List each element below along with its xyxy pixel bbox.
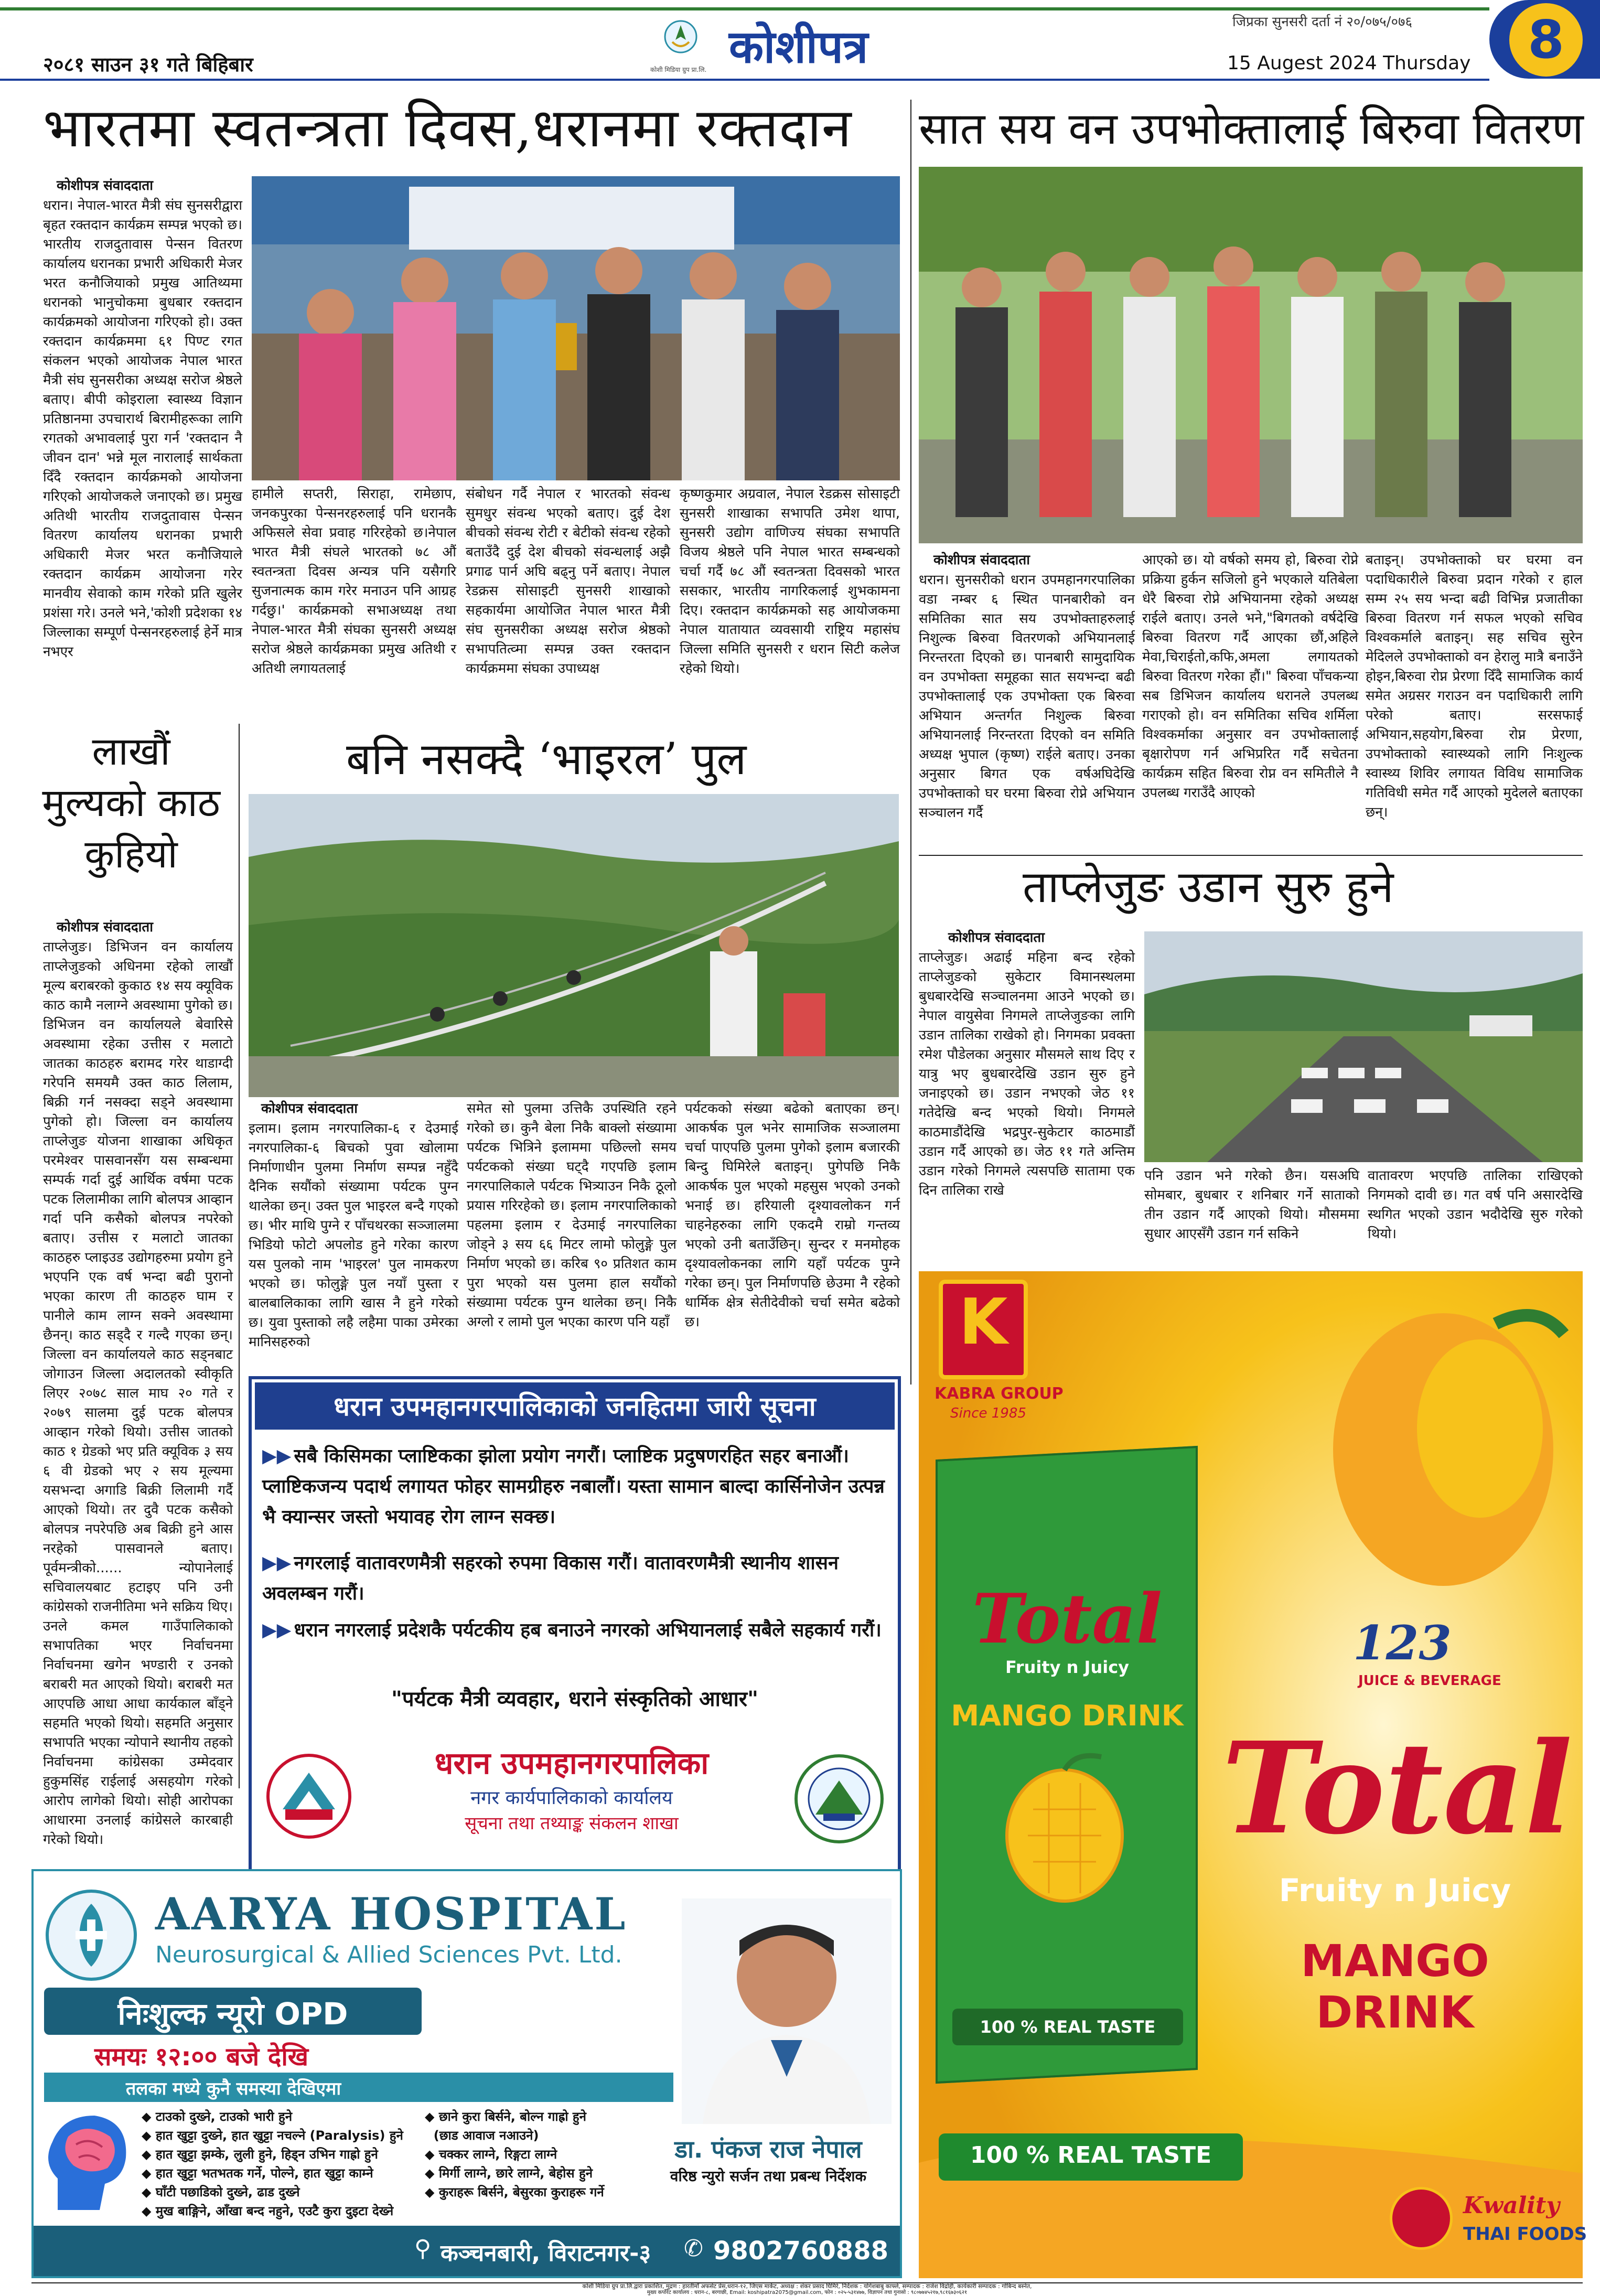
- section-rule: [919, 855, 1583, 856]
- story3-text: ताप्लेजुङ। डिभिजन वन कार्यालय ताप्लेजुङको अधिनमा रहेको लाखौं मूल्य बराबरको कुकाठ १४ सय क्यूविक काठ कामै नलाग्ने अवस्थामा पुगेको छ। डिभिजन वन कार्यालयले बेवारिसे अवस्थामा रहेका उत्तीस र मलाटो जातका काठहरु बरामद गरेर थाडाग्दी गरेपनि समयमै उक्त काठ लिलाम, बिक्री गर्न नसक्दा सड्ने अवस्थामा पुगेको हो। जिल्ला वन कार्यालय ताप्लेजुङ योजना शाखाका अधिकृत परमेश्वर पासवानसँग यस सम्बन्धमा सम्पर्क गर्दा दुई आर्थिक वर्षमा पटक पटक लिलामीका लागि बोलपत्र आव्हान गर्दा पनि कसैको बोलपत्र नपरेको बताए। उत्तीस र मलाटो जातका काठहरु प्लाइउड उद्योगहरुमा प्रयोग हुने भएपनि एक वर्ष भन्दा बढी पुरानो भएका कारण ती काठहरु घाम र पानीले काम लाग्न सक्ने अवस्थामा छैनन्। काठ सड्दै र गल्दै गएका छन्। जिल्ला वन कार्यालयले काठ सड्नबाट जोगाउन जिल्ला अदालतको स्वीकृति लिएर २०७८ साल माघ २० गते र २०७९ सालमा दुई पटक बोलपत्र आव्हान गरेको थियो। उत्तीस जातको काठ १ ग्रेडको भए प्रति क्यूविक ३ सय ६ वी ग्रेडको भए २ सय मूल्यमा यसभन्दा अगाडि बिक्री लिलामी गर्दै आएको थियो। तर दुवै पटक कसैको बोलपत्र नपरेपछि अब बिक्री हुने आस नरहेको पासवानले बताए। पूर्वमन्त्रीको...... न्योपानेलाई सचिवालयबाट हटाइए पनि उनी कांग्रेसको राजनीतिमा भने सक्रिय थिए। उनले कमल गाउँपालिकाको सभापतिका भएर निर्वाचनमा निर्वाचनमा खगेन भण्डारी र उनको बराबरी मत आएको थियो। बराबरी मत आएपछि आधा आधा कार्यकाल बाँड्ने सहमति भएको थियो। सहमति अनुसार सभापति भएका न्योपाने स्थानीय तहको निर्वाचनमा कांग्रेसका उम्मेदवार हुकुमसिंह राईलाई असहयोग गरेको आरोप लागेको थियो। सोही आरोपका आधारमा उनलाई कांग्रेसले कारबाही गरेको थियो।: [43, 939, 233, 1848]
- notice-item-text: सबै किसिमका प्लाष्टिकका झोला प्रयोग नगरौं। प्लाष्टिक प्रदुषणरहित सहर बनाऔं। प्लाष्टिकजन्य पदार्थ लगायत फोहर सामग्रीहरु नबालौं। यस्ता सामान बाल्दा कार्सिनोजेन उत्पन्न भै क्यान्सर जस्तो भयावह रोग लाग्न सक्छ।: [262, 1445, 885, 1528]
- kabra-since: Since 1985: [950, 1406, 1026, 1421]
- total-tagline: Fruity n Juicy: [1279, 1872, 1511, 1909]
- hospital-phone: 9802760888: [713, 2236, 888, 2266]
- list-item-text: छाने कुरा बिर्सने, बोल्न गाह्रो हुने: [438, 2109, 586, 2124]
- notice-section: सूचना तथा तथ्याङ्क संकलन शाखा: [465, 1813, 679, 1834]
- kwality-label: Kwality: [1463, 2192, 1560, 2219]
- list-item: ◆ कुराहरू बिर्सने, बेसुरका कुराहरू गर्ने: [425, 2185, 604, 2200]
- dharan-municipality-logo-icon: [792, 1752, 886, 1846]
- story5-col1: ताप्लेजुङ। अढाई महिना बन्द रहेको ताप्लेजुङको सुकेटार विमानस्थलमा बुधबारदेखि सञ्चालनमा आउने भएको छ। नेपाल वायुसेवा निगमले ताप्लेजुङका लागि उडान तालिका राखेको हो। निगमका प्रवक्ता रमेश पौडेलका अनुसार मौसमले साथ दिए र यात्रु भए बुधबारदेखि उडान सुरु हुने जनाइएको छ। उडान नभएको जेठ ११ गतेदेखि बन्द भएको थियो। निगमले काठमाडौंदेखि भद्रपुर-सुकेटार काठमाडौं उडान गर्दै आएको छ। जेठ ११ गते अन्तिम उडान गरेको निगमले त्यसपछि सातामा एक दिन तालिका राखे: [919, 950, 1135, 1198]
- opd-title: निःशुल्क न्यूरो OPD: [117, 1996, 348, 2032]
- story1-headline: भारतमा स्वतन्त्रता दिवस,धरानमा रक्तदान: [43, 97, 852, 159]
- header-bottom-rule: [0, 79, 1489, 81]
- mango-illustration-icon: [996, 1746, 1133, 1904]
- list-item: ◆ हात खुट्टा दुख्ने, हात खुट्टा नचल्ने (Paralysis) हुने: [142, 2128, 403, 2143]
- symptoms-left-list: [142, 2107, 414, 2220]
- story1-photo-blood-donation: [252, 176, 900, 480]
- notice-slogan: "पर्यटक मैत्री व्यवहार, धराने संस्कृतिको आधार": [391, 1687, 759, 1711]
- footer-line-2: मुख्य कर्पोरेट कार्यालय : धरान-८, बरगाछी, Email: koshipatra2075@gmail.com, फोन : ०२५-५३१४७७, विज्ञापन तथा गुनासो : ९८०७७४५२१७,९८१६७३०६२१: [647, 2290, 968, 2295]
- story3-headline: [31, 726, 231, 880]
- story1-col4: कृष्णकुमार अग्रवाल, नेपाल रेडक्रस सोसाइटी सुनसरी शाखाका सभापति उमेश थापा, सुनसरी उद्योग वाणिज्य संघका सभापति विजय श्रेष्ठले पनि नेपाल भारत सम्बन्धको चर्चा गर्दै ७८ औं स्वतन्त्रता दिवसको भारत ससकार, भारतीय नागरिकलाई शुभकामना दिए। रक्तदान कार्यक्रमको सह आयोजकमा नेपाल यातायात व्यवसायी राष्ट्रिय महासंघ जिल्ला समिति सुनसरी र धरान सिटी कलेज रहेको थियो।: [680, 486, 900, 677]
- hospital-subtitle: Neurosurgical & Allied Sciences Pvt. Ltd.: [155, 1941, 622, 1968]
- list-item-text: मिर्गी लाग्ने, छारे लाग्ने, बेहोस हुने: [438, 2166, 593, 2181]
- kabra-logo-letter: K: [959, 1286, 1008, 1359]
- list-item: ◆ छाने कुरा बिर्सने, बोल्न गाह्रो हुने: [425, 2109, 586, 2124]
- notice-org-name: धरान उपमहानगरपालिका: [434, 1745, 709, 1781]
- arrow-icon: ▶▶: [262, 1445, 292, 1467]
- story5-photo-airstrip: [1144, 931, 1583, 1162]
- juice-beverage-label: JUICE & BEVERAGE: [1358, 1673, 1501, 1689]
- footer-line-1: कोशी मिडिया ग्रुप प्रा.लि.द्वारा प्रकाशित, मुद्रण : हारतीमाँ अफसेट प्रेस,धरान-१२, जिएस मार्केट, अध्यक्ष : शंकर प्रसाद घिमिरे, निर्देशक : योगेशबाबु काफ्ले, सम्पादक : राजेश विद्रोही, कार्यकारी सम्पादक : गोबिन्द बस्नेत,: [582, 2283, 1032, 2290]
- brain-illustration-icon: [37, 2105, 136, 2226]
- nepal-emblem-icon: [264, 1752, 353, 1841]
- story4-col2: समेत सो पुलमा उत्तिकै उपस्थिति रहने गरेको छ। कुनै बेला निकै बाक्लो सं‍ख्यामा पर्यटक भित्रिने इलाममा पछिल्लो समय पर्यटकको सं‍ख्या घट्दै गएपछि इलाम नगरपालिकाले पर्यटक भित्र्याउन निकै ठूलो प्रयास गरिरहेको छ। इलाम नगरपालिकाको पहलमा इलाम र देउमाई नगरपालिका जोड्ने ३ सय ६६ मिटर लामो फोलुङ्गे पुल निर्माण भएको छ। करिब ९० प्रतिशत काम पुरा भएको यस पुलमा हाल सयौंको सं‍ख्यामा पर्यटक पुग्न थालेका छन्। निकै अग्लो र लामो पुल भएका कारण पनि यहाँ: [467, 1101, 676, 1330]
- phone-icon: ✆: [684, 2235, 703, 2262]
- notice-item-3: [262, 1615, 886, 1646]
- doctor-name: डा. पंकज राज नेपाल: [674, 2135, 862, 2163]
- story5-byline: कोशीपत्र संवाददाता: [948, 930, 1045, 946]
- arrow-icon: ▶▶: [262, 1552, 292, 1574]
- list-item: ◆ मिर्गी लाग्ने, छारे लाग्ने, बेहोस हुने: [425, 2166, 593, 2181]
- masthead-title: कोशीपत्र: [729, 21, 868, 73]
- story5-col2: पनि उडान भने गरेको छैन। यसअघि सोमबार, बुधबार र शनिबार गर्ने साताको तीन उडान गर्दै आएको थियो। मौसममा सुधार आएसँगै उडान गर्न सकिने: [1144, 1168, 1359, 1242]
- story2-col3: बताइन्। उपभोक्ताको घर घरमा वन पदाधिकारीले बिरुवा प्रदान गरेको र हाल सम्म २५ सय भन्दा बढी विभिन्न प्रजातीका बिरुवा वितरण गर्न सफल भएको सचिव विश्वकर्माले बताइन्। सह सचिव सुरेन मेदिलले उपभोक्ताको वन हेरालु मात्रै बनाउँने होइन,बिरुवा रोप्न प्रेरणा दिँदै सामाजिक कार्य समेत अग्रसर गराउन वन पदाधिकारी लागि परेको बताए। सरसफाई अभियान,सहयोग,बिरुवा रोप्न प्रेरणा, उपभोक्ताको स्वास्थ्यको लागि निःशुल्क स्वास्थ्य शिविर लगायत विविध सामाजिक गतिविधी समेत गर्दै आएको मुदेलले बताएका छन्।: [1366, 552, 1583, 820]
- opd-time: समयः १२:०० बजे देखि: [94, 2042, 309, 2072]
- story4-col1: इलाम। इलाम नगरपालिका-६ र देउमाई नगरपालिका-६ बिचको पुवा खोलामा निर्माणाधीन पुलमा निर्माण सम्पन्न नहुँदै दैनिक सयौंको सं‍ख्यामा पर्यटक पुग्न थालेका छन्। उक्त पुल भाइरल बन्दै गएको छ। भीर माथि पुग्ने र पाँचथरका सञ्जालमा भिडियो फोटो अपलोड हुने गरेका कारण यस पुलको नाम 'भाइरल' पुल नामकरण भएको छ। फोलुङ्गे पुल नयाँ पुस्ता र बालबालिकाका लागि खास नै हुने गरेको छ। युवा पुस्ताको लहै लहैमा पाका उमेरका मानिसहरुको: [249, 1121, 458, 1350]
- list-item-text: हात खुट्टा दुख्ने, हात खुट्टा नचल्ने (Paralysis) हुने: [155, 2128, 403, 2143]
- story5-col3: वातावरण भएपछि तालिका राखिएको निगमको दावी छ। गत वर्ष पनि असारदेखि स्थगित भएको उडान भदौदेखि सुरु गरेको थियो।: [1368, 1168, 1583, 1242]
- list-item: ◆ हात खुट्टा भतभतक गर्ने, पोल्ने, हात खुट्टा काम्ने: [142, 2166, 373, 2181]
- carton-badge: 100 % REAL TASTE: [952, 2009, 1183, 2045]
- date-nepali: २०८१ साउन ३१ गते बिहिबार: [43, 53, 253, 76]
- symptoms-right-list: [425, 2107, 645, 2202]
- logo-123: 123: [1353, 1615, 1452, 1671]
- real-taste-label: 100 % REAL TASTE: [970, 2142, 1212, 2169]
- hospital-logo-icon: [44, 1888, 138, 1982]
- problems-title: तलका मध्ये कुनै समस्या देखिएमा: [126, 2078, 341, 2099]
- story1-col3: संबोधन गर्दै नेपाल र भारतको संवन्ध सुमधुर संवन्ध भएको बताए। दुई देश बीचको संवन्ध रोटी र बेटीको संवन्ध रहेको बताउँदै दुई देश बीचको संवन्धलाई अझै प्रगाढ पार्न अघि बढ्नु पर्ने बताए। नेपाल रेडक्रस सोसाइटी सुनसरी शाखाको सहकार्यमा आयोजित नेपाल भारत मैत्री संघ सुनसरीका अध्यक्ष सरोज श्रेष्ठको सभापतित्व्मा सम्पन्न उक्त रक्तदान कार्यक्रममा संघका उपाध्यक्ष: [466, 486, 670, 677]
- story5-headline: ताप्लेजुङ उडान सुरु हुने: [1023, 861, 1394, 913]
- story1-col1: धरान। नेपाल-भारत मैत्री संघ सुनसरीद्वारा बृहत रक्तदान कार्यक्रम सम्पन्न भएको छ। भारतीय राजदुतावास पेन्सन वितरण कार्यालय धरानका प्रभारी अधिकारी मेजर भरत कनौजियाको प्रमुख आतिथ्यमा धरानको भानुचोकमा बुधबार रक्तदान कार्यक्रमको आयोजना गरिएको हो। उक्त रक्तदान कार्यक्रममा ६१ पिण्ट रगत संकलन भएको आयोजक नेपाल भारत मैत्री संघ सुनसरीका अध्यक्ष सरोज श्रेष्ठले बताए। बीपी कोइराला स्वास्थ्य विज्ञान प्रतिष्ठानमा उपचारार्थ बिरामीहरूका लागि रगतको अभावलाई पुरा गर्न 'रक्तदान नै जीवन दान' भन्ने मूल नारालाई सार्थकता दिँदै रक्तदान कार्यक्रमको आयोजना गरिएको आयोजकले जनाएको छ। प्रमुख अतिथी भारतीय राजदुतावास पेन्सन वितरण कार्यालय धरानका प्रभारी अधिकारी मेजर भरत कनौजियाले रक्तदान कार्यक्रम आयोजना गरेर मानवीय सेवाको काम गरेको प्रति खुलेर प्रशंसा गरे। उनले भने,'कोशी प्रदेशका १४ जिल्लाका सम्पूर्ण पेन्सनरहरुलाई हेर्ने मात्र नभएर: [43, 198, 242, 660]
- notice-item-text: धरान नगरलाई प्रदेशकै पर्यटकीय हब बनाउने नगरको अभियानलाई सबैले सहकार्य गरौं।: [294, 1619, 882, 1641]
- list-item: ◆ टाउको दुख्ने, टाउको भारी हुने: [142, 2109, 293, 2124]
- doctor-title: वरिष्ठ न्युरो सर्जन तथा प्रबन्ध निर्देशक: [670, 2168, 867, 2185]
- arrow-icon: ▶▶: [262, 1619, 292, 1641]
- list-item-text: घाँटी पछाडिको दुख्ने, ढाड दुख्ने: [155, 2185, 300, 2200]
- list-item: ◆ हात खुट्टा झम्के, लुली हुने, हिड्न उभिन गाह्रो हुने: [142, 2147, 378, 2162]
- story2-col2: आएको छ। यो वर्षको समय हो, बिरुवा रोप्ने प्रक्रिया हुर्कन सजिलो हुने भएकाले यतिबेला धेरै बिरुवा रोप्ने अभियानमा रहेको अध्यक्ष राईले बताए। उनले भने,"बिगतको वर्षदेखि बिरुवा वितरण गर्दै आएका छौं,अहिले मेवा,चिराईतो,कफि,अमला लगायतको बिरुवा वितरण गरेका हौं।" बिरुवा पाँचकन्या सब डिभिजन कार्यालय धरानले उपलब्ध गराएको हो। वन समितिका सचिव शर्मिला विश्वकर्माका अनुसार वन उपभोक्तालाई बृक्षारोपण गर्न अभिप्ररित गर्दै सचेतना कार्यक्रम सहित बिरुवा रोप्न वन समितीले नै उपलब्ध गराउँदै आएको: [1142, 552, 1358, 801]
- logo-caption: कोशी मिडिया ग्रुप प्रा.लि.: [650, 66, 707, 73]
- story1-byline: कोशीपत्र संवाददाता: [57, 178, 153, 194]
- notice-item-text: नगरलाई वातावरणमैत्री सहरको रुपमा विकास गरौं। वातावरणमैत्री स्थानीय शासन अवलम्बन गरौं।: [262, 1552, 839, 1604]
- story4-headline: बनि नसक्दै ‘भाइरल’ पुल: [346, 733, 747, 785]
- notice-office: नगर कार्यपालिकाको कार्यालय: [470, 1787, 673, 1809]
- list-item-text: हात खुट्टा भतभतक गर्ने, पोल्ने, हात खुट्टा काम्ने: [155, 2166, 373, 2181]
- thai-foods-label: THAI FOODS: [1463, 2224, 1587, 2245]
- kabra-group: KABRA GROUP: [935, 1385, 1064, 1403]
- list-item: ◆ चक्कर लाग्ने, रिङ्गटा लाग्ने: [425, 2147, 557, 2162]
- hospital-name: AARYA HOSPITAL: [155, 1888, 628, 1940]
- list-item: [425, 2126, 645, 2145]
- header-top-rule: [0, 7, 1489, 10]
- list-item-text: हात खुट्टा झम्के, लुली हुने, हिड्न उभिन गाह्रो हुने: [155, 2147, 378, 2162]
- story3-headline-line: लाखौं: [92, 729, 170, 774]
- story2-photo-sapling-distribution: [919, 167, 1583, 543]
- story3-byline: कोशीपत्र संवाददाता: [57, 919, 153, 935]
- story3-headline-line: कुहियो: [84, 832, 178, 877]
- carton-tagline: Fruity n Juicy: [1005, 1657, 1130, 1677]
- carton-brand: Total: [972, 1579, 1163, 1659]
- list-item-text: मुख बाङ्गिने, आँखा बन्द नहुने, एउटै कुरा दुइटा देख्ने: [155, 2204, 394, 2218]
- story4-col3: पर्यटकको सं‍ख्या बढेको बताएका छन्। आकर्षक पुल भनेर सामाजिक सञ्जालमा चर्चा पाएपछि पुलमा पुगेको इलाम बजारकी बिन्दु घिमिरेले बताइन्। पुगेपछि निकै आकर्षक पुल भएको महसुस भएको उनको भनाई छ। हरियाली दृश्यावलोकन गर्न चाहनेहरुका लागि एकदमै राम्रो गन्तव्य भएको उनी बताउँछिन्। सुन्दर र मनमोहक दृश्यावलोकनका लागि यहाँ पर्यटक पुग्ने गरेका छन्। पुल निर्माणपछि छेउमा नै रहेको धार्मिक क्षेत्र सेतीदेवीको चर्चा समेत बढेको छ।: [685, 1101, 900, 1330]
- story1-col2: हामीले सप्तरी, सिराहा, रामेछाप, जनकपुरका पेन्सनरहरुलाई पनि धरानकै अफिसले सेवा प्रवाह गरिरहेको छ।नेपाल भारत मैत्री संघले भारतको ७८ औं स्वतन्त्रता दिवस अन्यत्र पनि यसैगरि सुजनात्मक काम गरेर मनाउन पनि आग्रह गर्दछु।' कार्यक्रमको सभाअध्यक्ष तथा नेपाल-भारत मैत्री संघका सुनसरी अध्यक्ष सरोज श्रेष्ठले कार्यक्रमका प्रमुख अतिथी र अतिथी लगायतलाई: [252, 486, 456, 677]
- doctor-photo: [682, 1898, 892, 2124]
- date-english: 15 Augest 2024 Thursday: [1227, 52, 1471, 74]
- story2-byline: कोशीपत्र संवाददाता: [933, 552, 1030, 568]
- list-item-text: (छाड आवाज नआउने): [433, 2128, 539, 2143]
- column-divider: [910, 100, 911, 1385]
- registration-number: जिप्रका सुनसरी दर्ता नं २०/०७५/०७६: [1232, 14, 1413, 30]
- page-number: 8: [1509, 3, 1583, 77]
- location-pin-icon: ⚲: [414, 2235, 432, 2262]
- kwality-logo-icon: [1390, 2187, 1453, 2250]
- column-divider: [239, 724, 240, 1788]
- total-product: MANGO DRINK: [1301, 1935, 1489, 2038]
- masthead-logo-icon: [662, 19, 700, 66]
- carton-product: MANGO DRINK: [951, 1699, 1184, 1732]
- hospital-address: कञ्चनबारी, विराटनगर-३: [441, 2240, 651, 2267]
- story4-photo-suspension-bridge: [249, 794, 899, 1097]
- total-brand: Total: [1222, 1714, 1573, 1862]
- list-item-text: कुराहरू बिर्सने, बेसुरका कुराहरू गर्ने: [438, 2185, 604, 2200]
- list-item-text: चक्कर लाग्ने, रिङ्गटा लाग्ने: [438, 2147, 557, 2162]
- list-item: ◆ घाँटी पछाडिको दुख्ने, ढाड दुख्ने: [142, 2185, 300, 2200]
- story3-headline-line: मुल्यको काठ: [42, 780, 220, 825]
- story2-col1: धरान। सुनसरीको धरान उपमहानगरपालिका वडा नम्बर ६ स्थित पानबारीको वन समितिका सात सय उपभोक्ताहरुलाई निशुल्क बिरुवा वितरणको अभियानलाई निरन्तरता दिएको छ। पानबारी सामुदायिक वन उपभोक्ता समूहका सात सयभन्दा बढी उपभोक्तालाई एक उपभोक्ता एक बिरुवा अभियान अन्तर्गत निशुल्क बिरुवा अभियानलाई निरन्तरता दिएको वन समिति अध्यक्ष भुपाल (कृष्ण) राईले बताए। उनका अनुसार बिगत एक वर्षअघिदेखि उपभोक्ताको घर घरमा बिरुवा रोप्ने अभियान सञ्चालन गर्दै: [919, 572, 1135, 821]
- list-item: ◆ मुख बाङ्गिने, आँखा बन्द नहुने, एउटै कुरा दुइटा देख्ने: [142, 2204, 394, 2218]
- notice-title: धरान उपमहानगरपालिकाको जनहितमा जारी सूचना: [334, 1391, 816, 1422]
- story2-headline: सात सय वन उपभोक्तालाई बिरुवा वितरण: [919, 103, 1584, 154]
- list-item-text: टाउको दुख्ने, टाउको भारी हुने: [155, 2109, 293, 2124]
- notice-item-2: [262, 1548, 886, 1609]
- story4-byline: कोशीपत्र संवाददाता: [261, 1101, 358, 1117]
- notice-item-1: [262, 1441, 886, 1532]
